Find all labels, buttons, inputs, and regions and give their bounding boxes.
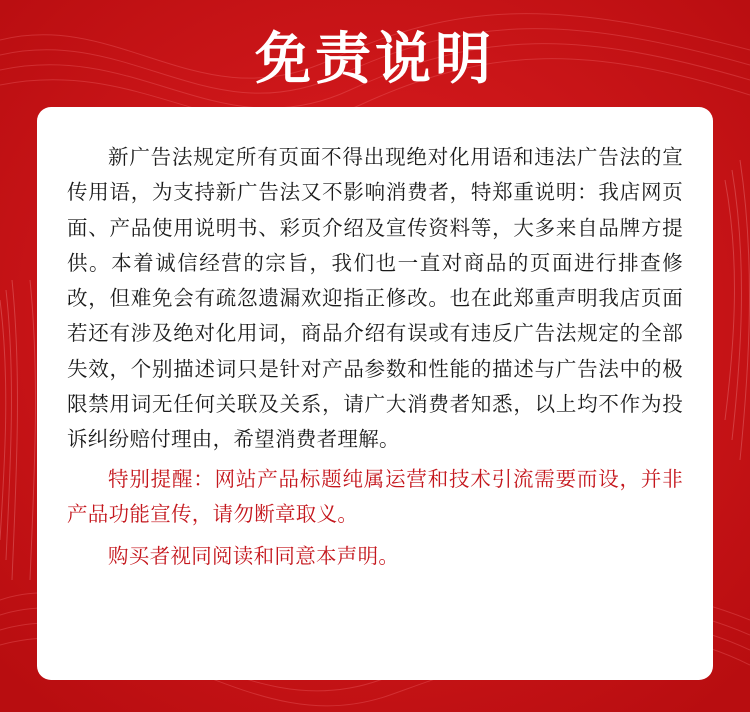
disclaimer-body: 新广告法规定所有页面不得出现绝对化用语和违法广告法的宣传用语，为支持新广告法又不影响消费者，特郑重说明：我店网页面、产品使用说明书、彩页介绍及宣传资料等，大多来自品牌方提供。本着诚信经营的宗旨，我们也一直对商品的页面进行排查修改，但难免会有疏忽遗漏欢迎指正修改。也在此郑重声明我店页面若还有涉及绝对化用词，商品介绍有误或有违反广告法规定的全部失效，个别描述词只是针对产品参数和性能的描述与广告法中的极限禁用词无任何关联及关系，请广大消费者知悉，以上均不作为投诉纠纷赔付理由，希望消费者理解。 (67, 145, 683, 452)
page-title: 免责说明 (255, 27, 495, 92)
special-notice: 特别提醒：网站产品标题纯属运营和技术引流需要而设，并非产品功能宣传，请勿断章取义。 (67, 466, 683, 526)
closing-statement: 购买者视同阅读和同意本声明。 (108, 544, 400, 569)
disclaimer-card (37, 107, 713, 680)
